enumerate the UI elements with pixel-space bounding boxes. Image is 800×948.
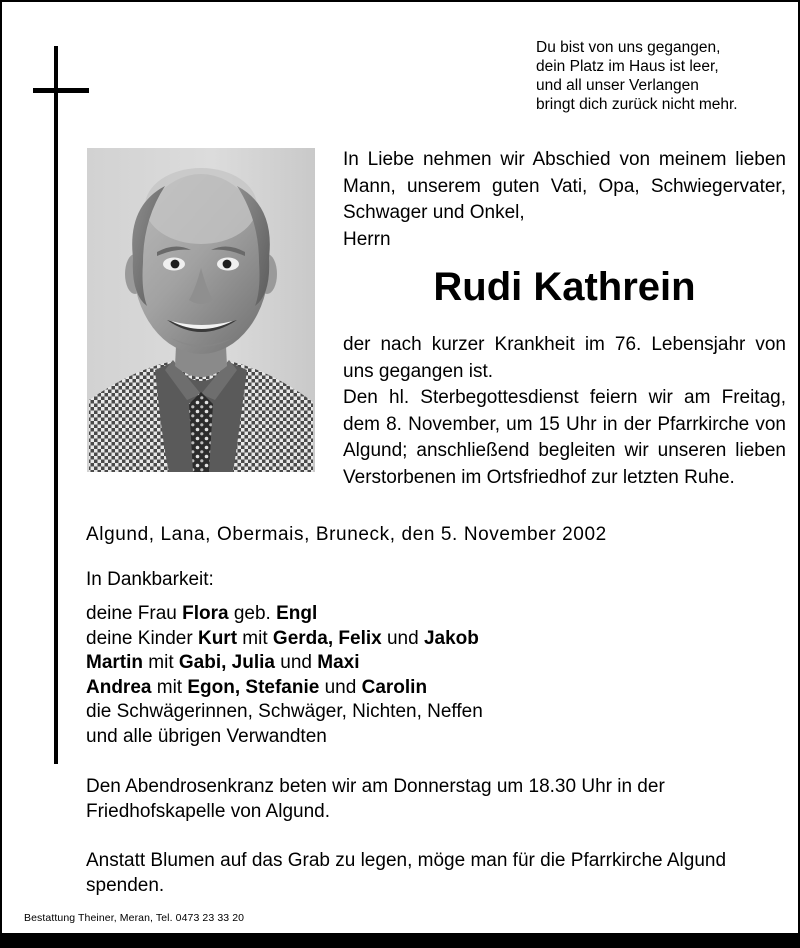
portrait-photo — [87, 148, 315, 472]
family-connector-text: und — [274, 652, 318, 673]
footer-bar — [2, 933, 798, 946]
verse-line: bringt dich zurück nicht mehr. — [536, 96, 738, 113]
family-connector-text: deine Kinder — [86, 627, 198, 649]
dateline: Algund, Lana, Obermais, Bruneck, den 5. November 2002 — [86, 524, 607, 545]
family-connector-text: deine Frau — [86, 603, 183, 624]
cross-stem — [54, 46, 58, 764]
family-member-name: Maxi — [317, 652, 360, 673]
service-details — [343, 332, 786, 491]
latin-cross-icon — [24, 46, 90, 764]
detail-paragraph: der nach kurzer Krankheit im 76. Lebensjahr von uns gegangen ist. — [343, 334, 786, 382]
verse-line: Du bist von uns gegangen, — [536, 39, 721, 56]
family-connector-text: mit — [151, 676, 188, 698]
family-member-name: Engl — [276, 603, 318, 624]
family-member-name: Martin — [86, 652, 143, 673]
family-member-name: Egon, Stefanie — [187, 676, 320, 698]
funeral-home-credit: Bestattung Theiner, Meran, Tel. 0473 23 33 20 — [24, 912, 245, 924]
closing-text — [86, 774, 786, 898]
verse-line: und all unser Verlangen — [536, 77, 699, 94]
family-member-name: Gabi, Julia — [178, 652, 275, 673]
family-member-name: Flora — [182, 603, 229, 624]
thanks-heading: In Dankbarkeit: — [86, 569, 214, 590]
family-member-name: Jakob — [423, 627, 479, 649]
family-line — [86, 676, 686, 701]
family-connector-text: mit — [237, 627, 273, 649]
family-connector-text: und — [381, 627, 424, 649]
family-connector-text: die Schwägerinnen, Schwäger, Nichten, Neffen — [86, 701, 483, 722]
family-member-name: Carolin — [361, 676, 428, 698]
memorial-verse — [536, 38, 786, 114]
intro-salutation: Herrn — [343, 228, 391, 250]
family-line — [86, 627, 686, 652]
family-line — [86, 700, 686, 725]
family-member-name: Kurt — [197, 627, 238, 649]
family-connector-text: und — [319, 676, 362, 698]
intro-body: In Liebe nehmen wir Abschied von meinem lieben Mann, unserem guten Vati, Opa, Schwiegervater, Schwager und Onkel, — [343, 149, 786, 223]
verse-line: dein Platz im Haus ist leer, — [536, 58, 719, 75]
detail-paragraph: Den hl. Sterbegottesdienst feiern wir am Freitag, dem 8. November, um 15 Uhr in der Pfarrkirche von Algund; anschließend begleiten wir unseren lieben Verstorbenen im Ortsfriedhof zur letzten Ruhe. — [343, 387, 786, 488]
closing-paragraph: Den Abendrosenkranz beten wir am Donnerstag um 18.30 Uhr in der Friedhofskapelle von Algund. — [86, 776, 665, 822]
family-member-name: Andrea — [86, 676, 152, 698]
portrait-photo-image — [87, 148, 315, 472]
family-connector-text: geb. — [228, 603, 277, 624]
family-line — [86, 602, 686, 627]
closing-paragraph: Anstatt Blumen auf das Grab zu legen, möge man für die Pfarrkirche Algund spenden. — [86, 850, 727, 896]
family-member-name: Gerda, Felix — [272, 627, 382, 649]
family-line — [86, 651, 686, 676]
family-connector-text: mit — [143, 652, 179, 673]
deceased-name: Rudi Kathrein — [433, 265, 696, 309]
family-connector-text: und alle übrigen Verwandten — [86, 725, 327, 747]
family-line — [86, 725, 686, 750]
intro-text — [343, 147, 786, 253]
family-list — [86, 602, 686, 749]
cross-crossbar — [33, 88, 89, 93]
